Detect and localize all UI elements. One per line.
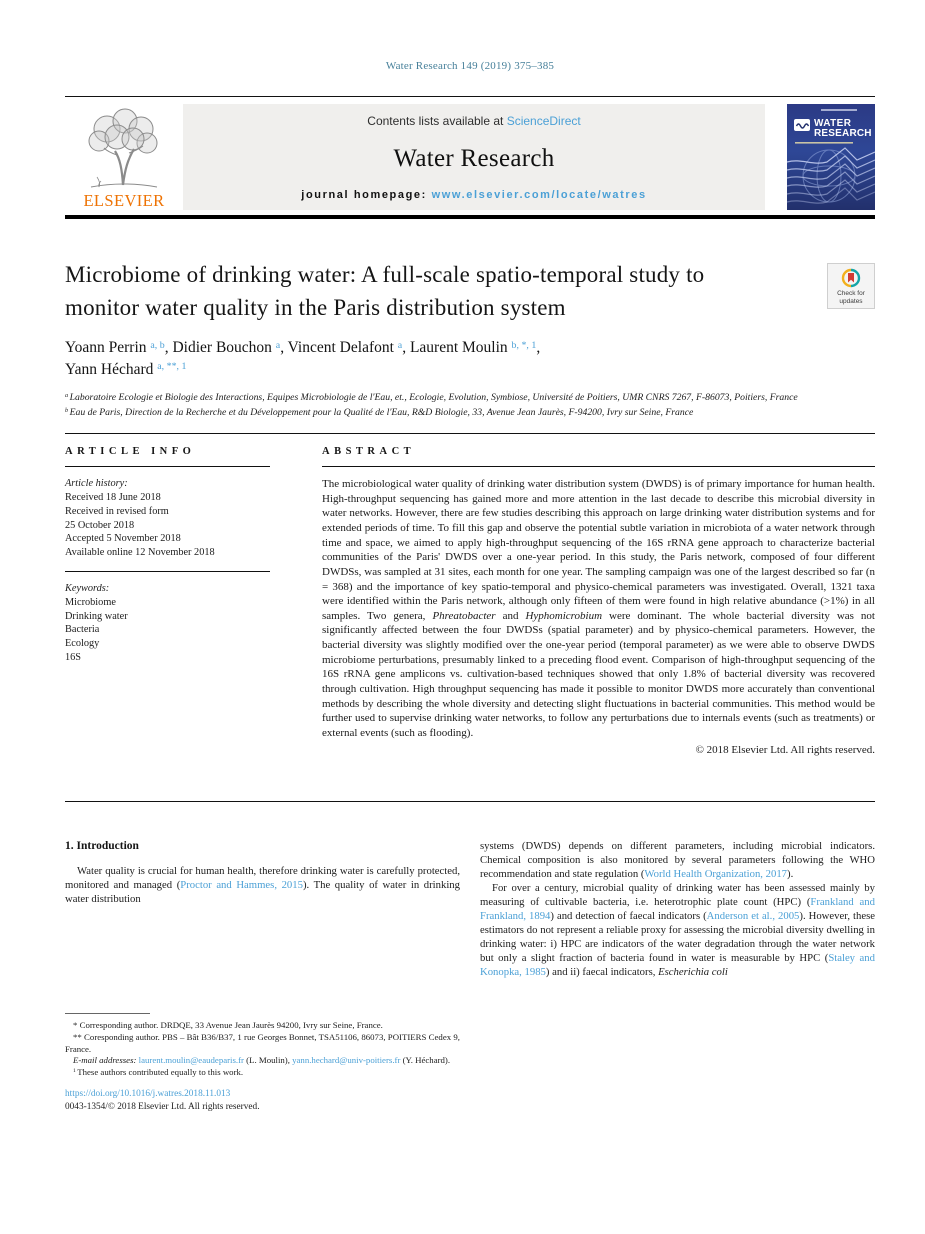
inline-link[interactable]: www.elsevier.com/locate/watres [431, 189, 647, 201]
footnote-block [65, 1013, 460, 1112]
article-title: Microbiome of drinking water: A full-scale spatio-temporal study to monitor water quality in the Paris distribution system [65, 262, 705, 320]
journal-header-band [65, 104, 875, 210]
text-segment: (L. Moulin), [243, 1055, 293, 1066]
text-segment: The microbiological water quality of drinking water distribution system (DWDS) is of primary importance for human health. High-throughput sequencing has gained more and more attention in the last decade to describe this microbial diversity in water networks. However, there are few studies describing this approach on large drinking water distribution systems and for extended periods of time. To fill this gap and observe the potential subtle variation in microbiota of a water network through time and space, we aimed to apply high-throughput sequencing of the 16S rRNA gene approach to characterize bacterial communities of the Paris' DWDS over a one-year period. In this study, the Paris network, composed of four different DWDSs, was sampled at 31 sites, each month for one year. The sampling campaign was one of the largest described so far (n = 368) and the importance of key spatio-temporal and physico-chemical parameters was investigated. Overall, 1321 taxa were identified within the Paris network, although only fifteen of them were found in high relative abundance (>1%) in all samples. Two genera, [322, 478, 875, 622]
text-segment: Yoann Perrin [65, 339, 151, 357]
text-segment: Eau de Paris, Direction de la Recherche et du Développement pour la Qualité de l'Eau, R&D Biologie, 33, Avenue Jean Jaurès, F-94200, Ivry sur Seine, France [69, 406, 694, 418]
journal-cover [787, 104, 875, 210]
inline-link[interactable]: b, *, 1 [511, 339, 537, 351]
divider [65, 801, 875, 802]
inline-link[interactable]: a, **, 1 [157, 360, 187, 372]
text-segment: and [495, 609, 526, 622]
journal-cover-image [787, 104, 875, 210]
abstract-heading: ABSTRACT [322, 446, 416, 458]
svg-text:RESEARCH: RESEARCH [814, 128, 872, 139]
inline-link[interactable]: a [275, 339, 281, 351]
history-line: Available online 12 November 2018 [65, 547, 215, 559]
text-segment: b [65, 406, 70, 414]
divider [65, 466, 270, 467]
journal-title: Water Research [393, 144, 555, 172]
keyword: Microbiome [65, 596, 116, 608]
running-head: Water Research 149 (2019) 375–385 [385, 60, 555, 72]
keywords-label: Keywords: [65, 582, 110, 594]
inline-link[interactable]: Anderson et al., 2005 [706, 909, 800, 922]
text-segment: a [65, 392, 70, 400]
journal-banner [183, 104, 765, 210]
text-segment: , Didier Bouchon [164, 339, 276, 357]
history-line: Accepted 5 November 2018 [65, 533, 181, 545]
article-info-column [65, 446, 270, 756]
svg-text:WATER: WATER [814, 118, 852, 129]
copyright-line: © 2018 Elsevier Ltd. All rights reserved. [695, 744, 875, 757]
text-segment: journal homepage: [301, 189, 432, 201]
history-line: 25 October 2018 [65, 519, 135, 531]
contents-line [183, 114, 765, 128]
section-heading-introduction: 1. Introduction [65, 840, 139, 853]
article-history-label: Article history: [65, 478, 128, 490]
footnote-divider [65, 1013, 150, 1014]
keyword: 16S [65, 651, 82, 663]
divider [322, 466, 875, 467]
author-line-1 [65, 337, 875, 358]
footnote-corresponding: * Corresponding author. DRDQE, 33 Avenue Jean Jaurès 94200, Ivry sur Seine, France. [73, 1020, 383, 1031]
check-updates-icon [840, 267, 862, 289]
inline-link[interactable]: yann.hechard@univ-poitiers.fr [292, 1055, 401, 1066]
issn-copyright-line: 0043-1354/© 2018 Elsevier Ltd. All rights reserved. [65, 1102, 260, 1113]
affiliations [65, 391, 875, 420]
footnote-equal-contribution [65, 1067, 460, 1079]
text-segment: (Y. Héchard). [400, 1055, 451, 1066]
keyword: Bacteria [65, 624, 100, 636]
inline-link[interactable]: Staley and Konopka, 1985 [480, 951, 875, 978]
footnote-emails [65, 1055, 460, 1067]
text-segment: Escherichia coli [658, 965, 728, 978]
footnote-coresponding: ** Coresponding author. PBS – Bât B36/B37, 1 rue Georges Bonnet, TSA51106, 86073, POITIERS Cedex 9, France. [65, 1031, 460, 1054]
body-right-column [480, 840, 875, 1112]
text-segment: Yann Héchard [65, 360, 158, 378]
inline-link[interactable]: Proctor and Hammes, 2015 [180, 879, 303, 892]
inline-link[interactable]: Frankland and Frankland, 1894 [480, 896, 875, 922]
text-segment: were dominant. The whole bacterial diversity was not significantly affected between the four DWDSs (spatial parameter) and by physico-chemical parameters. However, the bacterial diversity was slightly modified over the one-year period (temporal parameter) as we were able to observe DWDS microbiome perturbations, presumably linked to a preceding flood event. Comparison of high-throughput sequencing of the 16S rRNA gene amplicons vs. cultivation-based techniques showed that only 1.8% of bacterial diversity was recovered through cultivation. High throughput sequencing has made it possible to monitor DWDS more accurately than conventional methods by describing the whole diversity and detecting slight fluctuations in bacterial communities. This method would be further used to supervise drinking water networks, to follow any perturbations due to internals events (such as treatments) or external events (such as flooding). [322, 609, 875, 739]
body-paragraph [480, 840, 875, 882]
abstract-text [322, 477, 875, 740]
abstract-column [322, 446, 875, 756]
inline-link[interactable]: laurent.moulin@eaudeparis.fr [138, 1055, 244, 1066]
text-segment: ). The quality of water in drinking water distribution [65, 879, 460, 906]
badge-line1: Check for [837, 289, 865, 297]
text-segment: , Vincent Delafont [280, 339, 398, 357]
elsevier-wordmark: ELSEVIER [83, 190, 165, 210]
divider [65, 96, 875, 97]
thick-divider [65, 215, 875, 219]
divider [65, 571, 270, 572]
keyword: Ecology [65, 638, 100, 650]
text-segment: E-mail addresses: [73, 1055, 139, 1066]
text-segment: ). [787, 868, 794, 881]
text-segment: , [536, 339, 541, 357]
text-segment: 1 [73, 1068, 78, 1075]
text-segment: For over a century, microbial quality of drinking water has been assessed mainly by measuring of cultivable bacteria, i.e. heterotrophic plate count (HPC) ( [480, 882, 875, 909]
history-line: Received in revised form [65, 505, 169, 517]
inline-link[interactable]: World Health Organization, 2017 [644, 868, 788, 881]
text-segment: , Laurent Moulin [402, 339, 512, 357]
article-info-heading: ARTICLE INFO [65, 446, 196, 458]
divider [65, 433, 875, 434]
text-segment: These authors contributed equally to this work. [77, 1066, 244, 1077]
badge-line2: updates [839, 297, 863, 305]
doi-link[interactable]: https://doi.org/10.1016/j.watres.2018.11.013 [65, 1089, 231, 1100]
inline-link[interactable]: a, b [150, 339, 165, 351]
text-segment: Laboratoire Ecologie et Biologie des Interactions, Equipes Microbiologie de l'Eau, et., Ecologie, Evolution, Symbiose, Université de Poitiers, UMR CNRS 7267, F-86073, Poitiers, France [69, 392, 798, 404]
text-segment: ) and detection of faecal indicators ( [550, 909, 707, 922]
intro-paragraph [65, 865, 460, 907]
text-segment: ) and ii) faecal indicators, [545, 965, 659, 978]
text-segment: Contents lists available at [367, 114, 507, 128]
affiliation-b [65, 406, 875, 421]
elsevier-logo [65, 104, 183, 210]
text-segment: Water quality is crucial for human health, therefore drinking water is carefully protected, monitored and managed ( [65, 865, 460, 892]
history-line: Received 18 June 2018 [65, 491, 161, 503]
check-updates-label [837, 290, 865, 306]
keyword: Drinking water [65, 610, 128, 622]
text-segment: systems (DWDS) depends on different parameters, including microbial indicators. Chemical composition is also monitored by several parameters following the WHO recommendation and state regulation ( [480, 840, 875, 881]
affiliation-a [65, 391, 875, 406]
journal-homepage-line [183, 189, 765, 201]
elsevier-tree-icon [77, 107, 171, 191]
inline-link[interactable]: a [397, 339, 403, 351]
text-segment: Phreatobacter [432, 609, 496, 622]
text-segment: ). However, these estimators do not represent a reliable proxy for assessing the microbial diversity dwelling in drinking water: i) HPC are indicators of the water degradation through the water network but only a slight fraction of bacteria found in water is measurable by HPC ( [480, 909, 875, 964]
check-for-updates-badge[interactable] [827, 263, 875, 309]
author-list [65, 337, 875, 380]
inline-link[interactable]: ScienceDirect [506, 114, 581, 128]
text-segment: Hyphomicrobium [525, 609, 603, 622]
author-line-2 [65, 359, 875, 380]
body-paragraph [480, 882, 875, 979]
body-left-column [65, 840, 460, 1112]
